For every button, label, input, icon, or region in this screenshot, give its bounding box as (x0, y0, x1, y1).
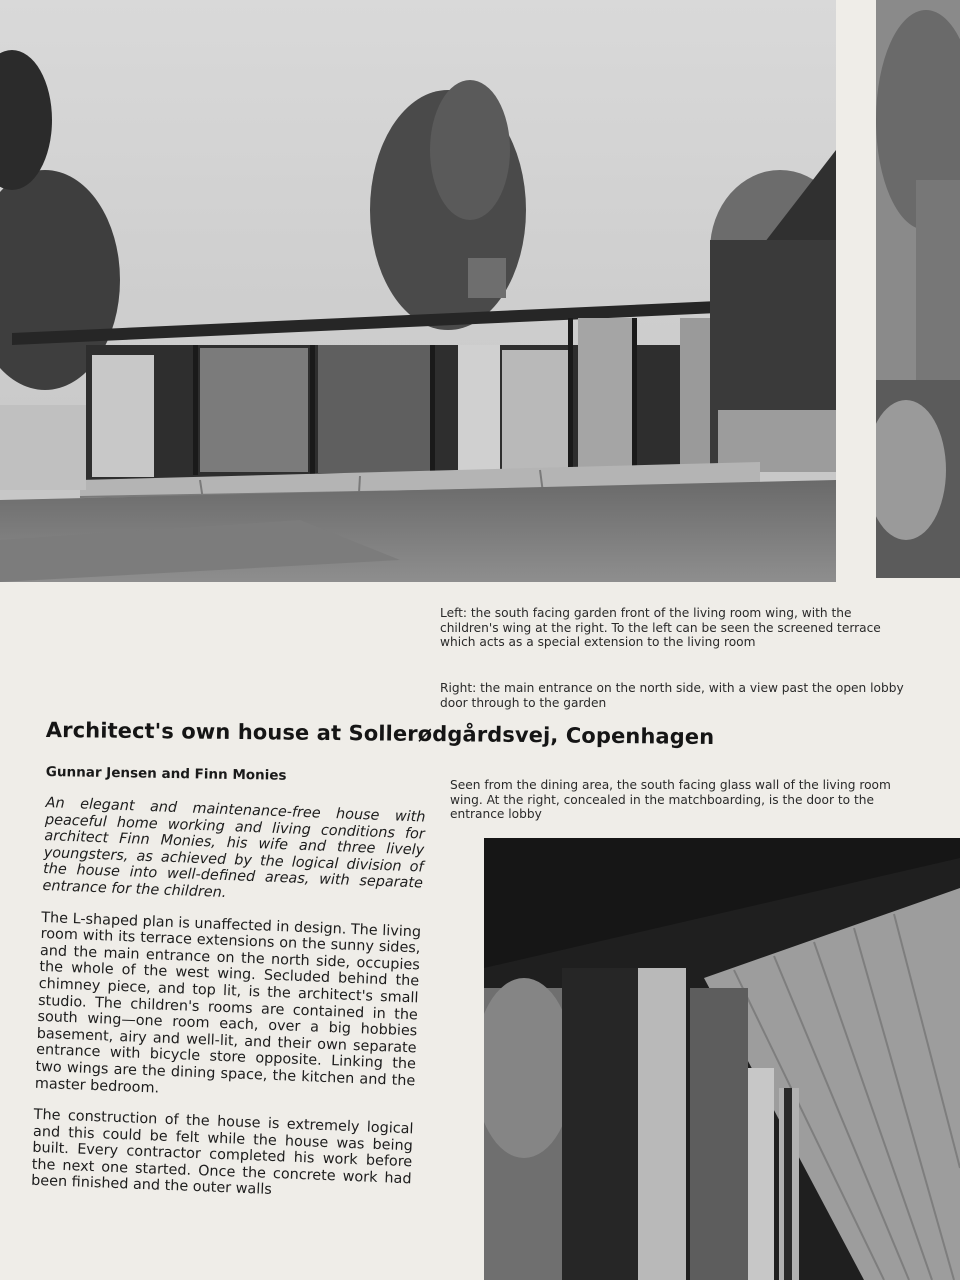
caption-right-text: Right: the main entrance on the north side, with a view past the open lobby door through to the garden (440, 681, 904, 710)
article-title: Architect's own house at Sollerødgårdsvej, Copenhagen (45, 718, 715, 749)
article-intro: An elegant and maintenance-free house with peaceful home working and living conditions for architect Finn Monies, his wife and three lively youngsters, as achieved by the logical division of the house into well-defined areas, with separate entrance for the children. (42, 795, 426, 901)
article-body (30, 795, 425, 1219)
article-paragraph-1: The L-shaped plan is unaffected in design. The living room with its terrace extensions on the sunny sides, and the main entrance on the north side, occupies the whole of the west wing. Secluded behind the chimney piece, and top lit, is the architect's small studio. The children's rooms are contained in the south wing—one room each, over a big hobbies basement, airy and well-lit, and their own separate entrance with bicycle store opposite. Linking the two wings are the dining space, the kitchen and the master bedroom. (34, 909, 422, 1097)
caption-north-entrance (440, 681, 910, 710)
article-authors: Gunnar Jensen and Finn Monies (45, 764, 287, 784)
north-entrance-photo (876, 0, 960, 578)
article-paragraph-2: The construction of the house is extremely logical and this could be felt while the house was being built. Every contractor completed his work before the next one started. Once the concrete work had been finished and the outer walls (30, 1106, 414, 1199)
dining-view-photo (484, 838, 960, 1280)
caption-left-text: Left: the south facing garden front of the living room wing, with the children's wing at the right. To the left can be seen the screened terrace which acts as a special extension to the living room (440, 606, 881, 649)
caption-dining-text: Seen from the dining area, the south facing glass wall of the living room wing. At the right, concealed in the matchboarding, is the door to the entrance lobby (450, 778, 891, 821)
garden-front-photo (0, 0, 836, 582)
caption-dining-view (450, 778, 920, 822)
caption-garden-front (440, 606, 910, 650)
